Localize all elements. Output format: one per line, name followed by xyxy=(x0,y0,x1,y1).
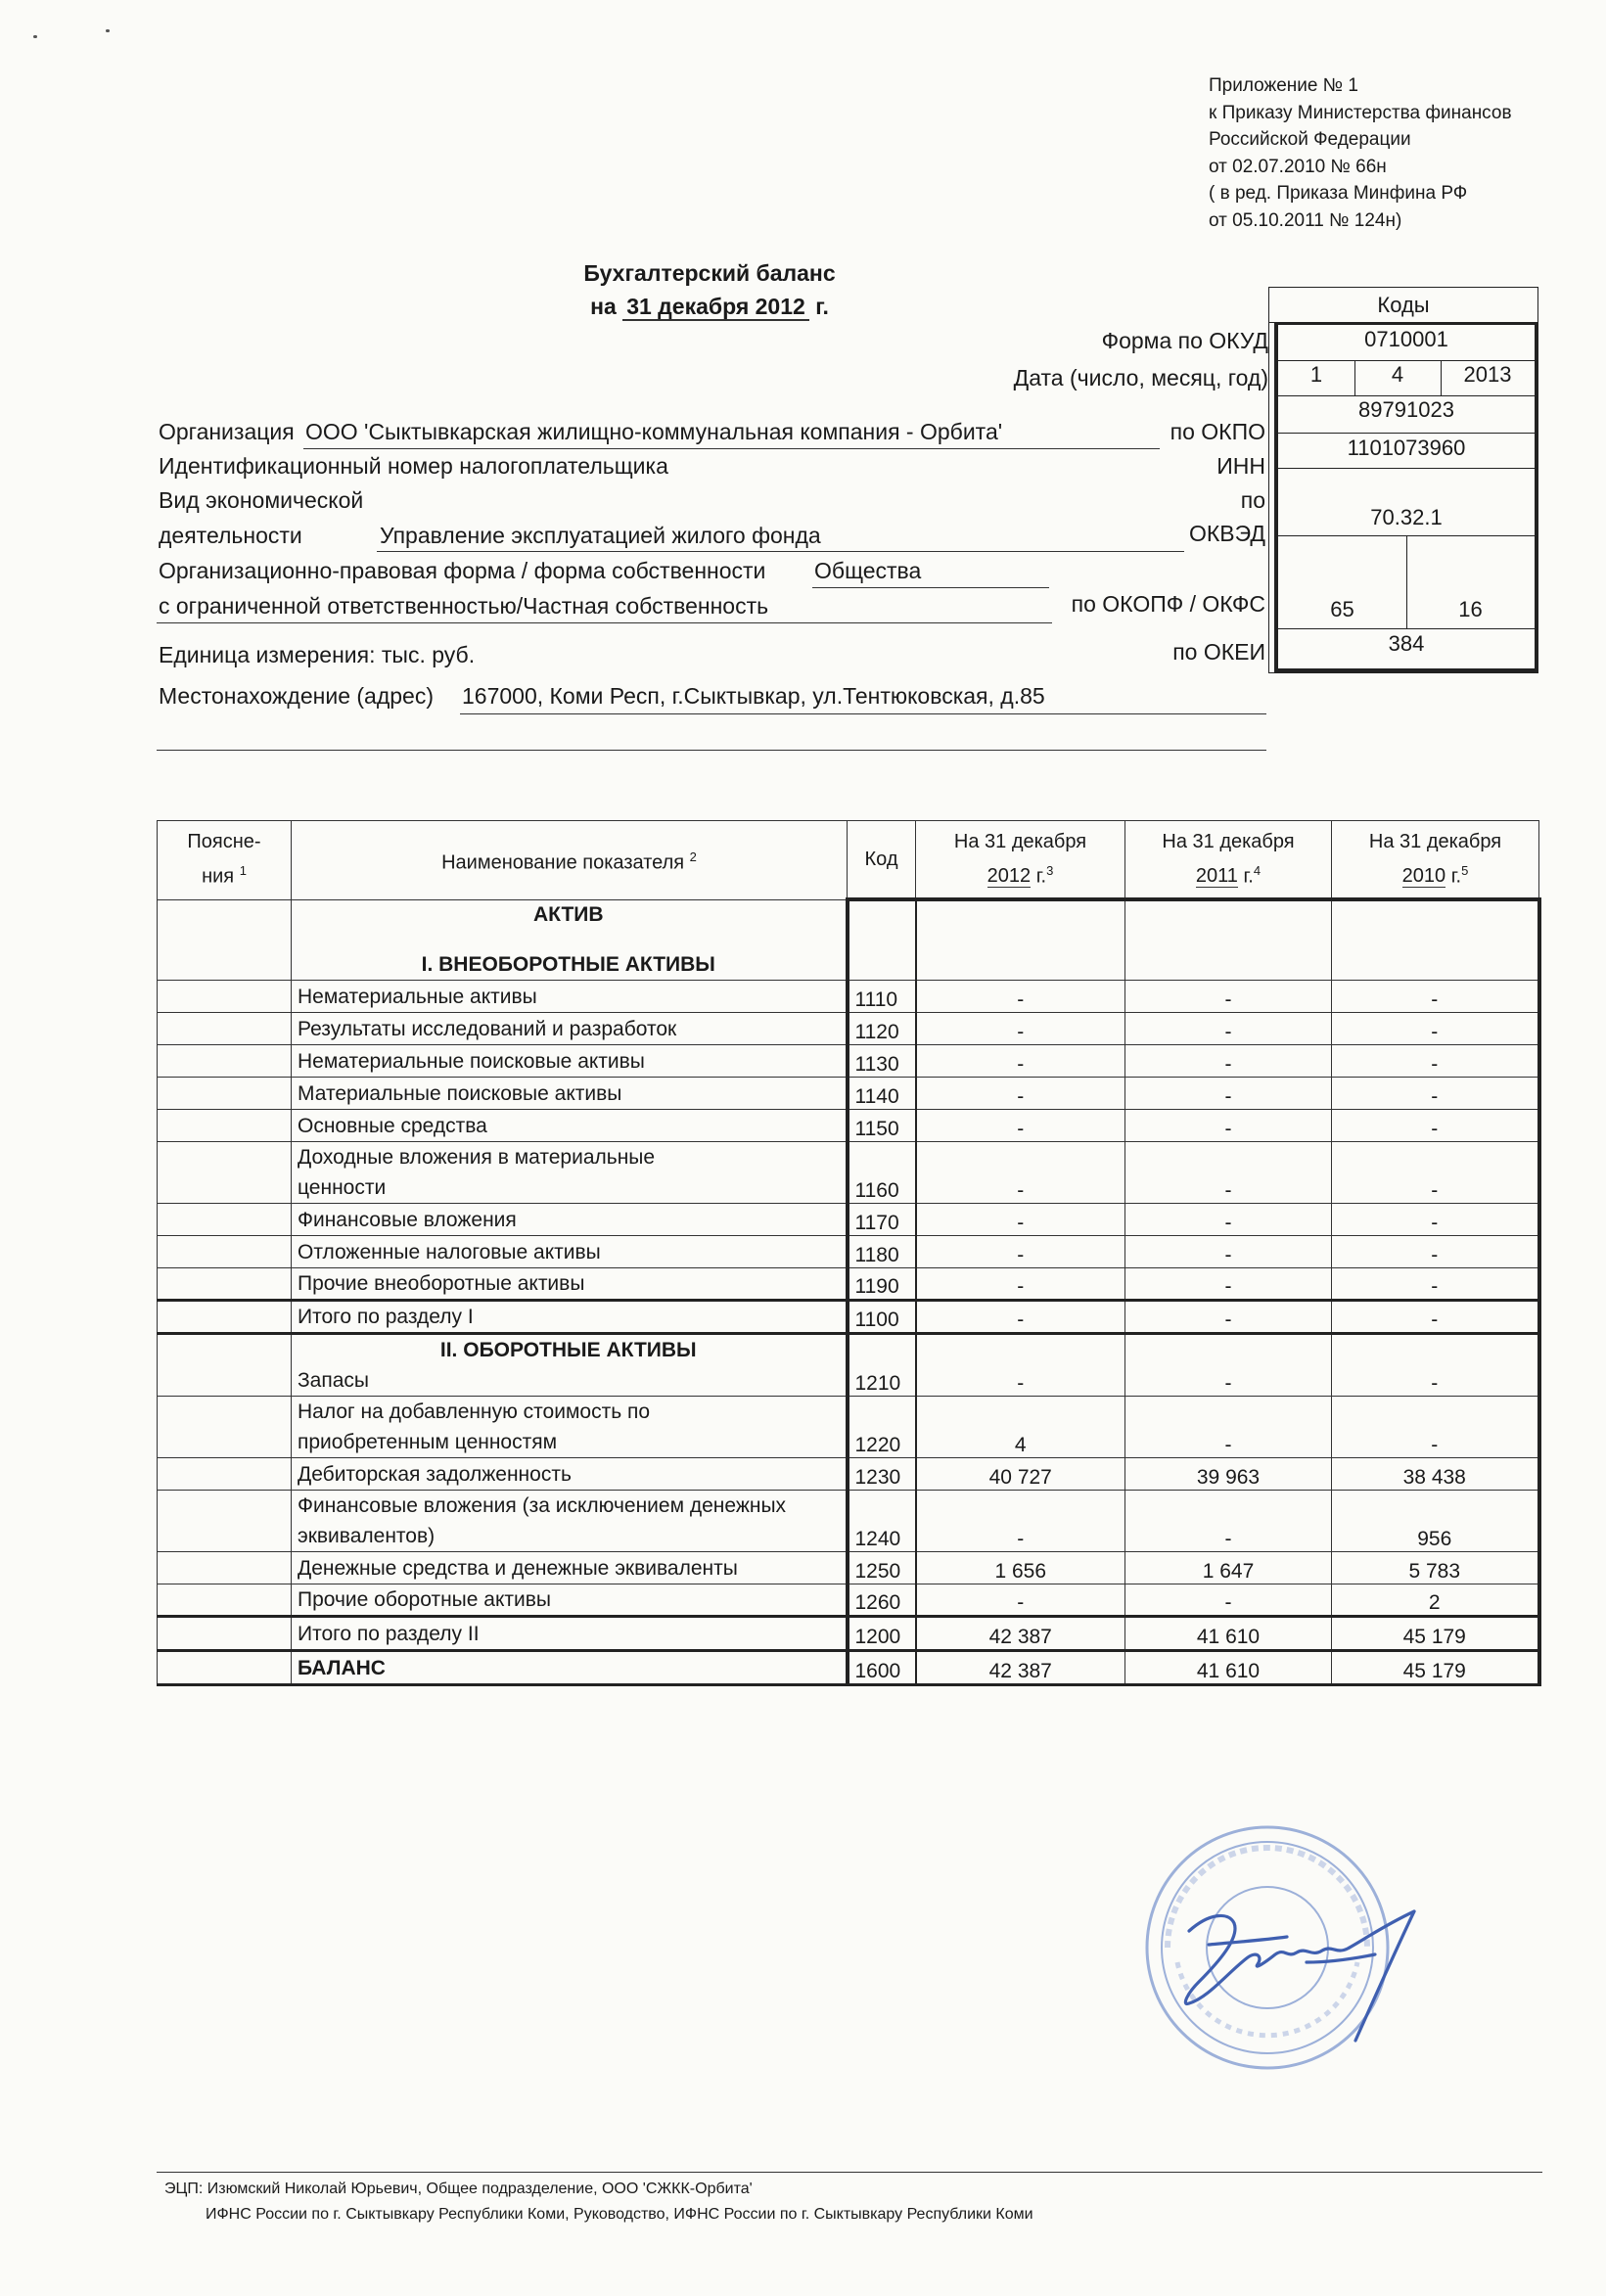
value-v2: - xyxy=(1125,1078,1332,1110)
line-code: 1100 xyxy=(848,1301,916,1334)
value-v1: 42 387 xyxy=(916,1651,1125,1685)
indicator-name: Нематериальные поисковые активы xyxy=(292,1045,848,1078)
value-v3: 2 xyxy=(1332,1584,1539,1617)
line-code: 1200 xyxy=(848,1617,916,1651)
title-suffix: г. xyxy=(815,294,829,319)
indicator-name: Результаты исследований и разработок xyxy=(292,1013,848,1045)
inn-full-label: Идентификационный номер налогоплательщика xyxy=(159,453,668,479)
value-v1: - xyxy=(916,1268,1125,1301)
line-code: 1130 xyxy=(848,1045,916,1078)
form-label: Организационно-правовая форма / форма собственности xyxy=(159,558,766,583)
value-v1: - xyxy=(916,1013,1125,1045)
codes-header: Коды xyxy=(1269,288,1537,323)
line-code: 1110 xyxy=(848,981,916,1013)
annex-line: Российской Федерации xyxy=(1209,129,1411,150)
value-v1: - xyxy=(916,1584,1125,1617)
indicator-name: II. ОБОРОТНЫЕ АКТИВЫ Запасы xyxy=(292,1334,848,1397)
address-underline xyxy=(460,713,1266,714)
org-name: ООО 'Сыктывкарская жилищно-коммунальная компания - Орбита' xyxy=(305,419,1003,444)
table-row xyxy=(158,1013,1539,1045)
value-v2: - xyxy=(1125,1397,1332,1458)
indicator-name: Налог на добавленную стоимость по приобретенным ценностям xyxy=(292,1397,848,1458)
indicator-name: Доходные вложения в материальные ценности xyxy=(292,1142,848,1204)
value-v1: - xyxy=(916,1204,1125,1236)
annex-line: от 05.10.2011 № 124н) xyxy=(1209,209,1402,231)
value-v3: - xyxy=(1332,1078,1539,1110)
okud-label: Форма по ОКУД xyxy=(1101,328,1268,353)
annex-line: от 02.07.2010 № 66н xyxy=(1209,156,1387,177)
value-v3: 38 438 xyxy=(1332,1458,1539,1491)
value-v1: 40 727 xyxy=(916,1458,1125,1491)
col-header-note: Поясне- ния $^1$ xyxy=(158,821,292,900)
note-cell xyxy=(158,1013,292,1045)
address-value: 167000, Коми Респ, г.Сыктывкар, ул.Тентюковская, д.85 xyxy=(462,683,1045,709)
value-v1: - xyxy=(916,1301,1125,1334)
section-1-title: I. ВНЕОБОРОТНЫЕ АКТИВЫ xyxy=(292,950,848,981)
indicator-name: Прочие оборотные активы xyxy=(292,1584,848,1617)
indicator-name: Финансовые вложения (за исключением денежных эквивалентов) xyxy=(292,1491,848,1552)
value-v3: - xyxy=(1332,1142,1539,1204)
annex-line: к Приказу Министерства финансов xyxy=(1209,102,1512,123)
table-row xyxy=(158,1045,1539,1078)
activity-label-top: Вид экономической xyxy=(159,487,364,513)
note-cell xyxy=(158,1458,292,1491)
table-row xyxy=(158,1334,1539,1397)
footer-signature-line: ЭЦП: Изюмский Николай Юрьевич, Общее подразделение, ООО 'СЖКК-Орбита' xyxy=(164,2181,753,2197)
section-header-row xyxy=(158,950,1539,981)
title-date-line xyxy=(514,290,905,323)
inn-label: ИНН xyxy=(1216,453,1265,479)
form-underline-2 xyxy=(157,622,1052,623)
table-row xyxy=(158,1552,1539,1584)
value-v2: - xyxy=(1125,1268,1332,1301)
balance-row xyxy=(158,1651,1539,1685)
okei-code: 384 xyxy=(1388,631,1425,656)
value-v1: - xyxy=(916,1491,1125,1552)
value-v3: - xyxy=(1332,1334,1539,1397)
col-header-2010: На 31 декабря 2010 г.$^5$ xyxy=(1332,821,1539,900)
okved-label: ОКВЭД xyxy=(1189,521,1265,546)
value-v2: - xyxy=(1125,981,1332,1013)
scan-speck xyxy=(33,35,37,38)
activity-label: деятельности xyxy=(159,523,302,548)
form-value-1: Общества xyxy=(814,558,922,583)
value-v1: - xyxy=(916,1110,1125,1142)
value-v3: - xyxy=(1332,1045,1539,1078)
table-row xyxy=(158,1268,1539,1301)
line-code: 1180 xyxy=(848,1236,916,1268)
indicator-name: Денежные средства и денежные эквиваленты xyxy=(292,1552,848,1584)
value-v2: - xyxy=(1125,1301,1332,1334)
stamp-signature xyxy=(1062,1815,1483,2099)
table-body xyxy=(158,899,1539,1685)
value-v2: - xyxy=(1125,1334,1332,1397)
value-v2: - xyxy=(1125,1045,1332,1078)
annex-reference xyxy=(1209,72,1512,234)
value-v3: - xyxy=(1332,1268,1539,1301)
value-v3: - xyxy=(1332,1013,1539,1045)
form-value-2: с ограниченной ответственностью/Частная собственность xyxy=(159,593,769,619)
okved-label-top: по xyxy=(1240,487,1265,513)
line-code: 1210 xyxy=(848,1334,916,1397)
activity-underline xyxy=(377,551,1184,552)
activity-value: Управление эксплуатацией жилого фонда xyxy=(380,523,821,548)
value-v3: - xyxy=(1332,1301,1539,1334)
title-date: 31 декабря 2012 xyxy=(622,294,809,321)
date-month: 4 xyxy=(1391,362,1404,387)
section-header-row xyxy=(158,899,1539,950)
note-cell xyxy=(158,1078,292,1110)
address-label: Местонахождение (адрес) xyxy=(159,683,434,709)
note-cell xyxy=(158,1142,292,1204)
org-label: Организация xyxy=(159,419,295,444)
table-row xyxy=(158,1078,1539,1110)
value-v3: 45 179 xyxy=(1332,1651,1539,1685)
indicator-name: Итого по разделу II xyxy=(292,1617,848,1651)
date-day: 1 xyxy=(1309,362,1323,387)
value-v1: 42 387 xyxy=(916,1617,1125,1651)
value-v1: - xyxy=(916,1334,1125,1397)
col-header-2012: На 31 декабря 2012 г.$^3$ xyxy=(916,821,1125,900)
table-row xyxy=(158,1491,1539,1552)
line-code: 1170 xyxy=(848,1204,916,1236)
note-cell xyxy=(158,1617,292,1651)
indicator-name: Итого по разделу I xyxy=(292,1301,848,1334)
line-code: 1240 xyxy=(848,1491,916,1552)
col-header-name: Наименование показателя $^2$ xyxy=(292,821,848,900)
value-v2: 1 647 xyxy=(1125,1552,1332,1584)
note-cell xyxy=(158,1552,292,1584)
value-v3: - xyxy=(1332,1204,1539,1236)
note-cell xyxy=(158,1045,292,1078)
value-v1: - xyxy=(916,981,1125,1013)
col-header-code: Код xyxy=(848,821,916,900)
table-row xyxy=(158,1236,1539,1268)
line-code: 1160 xyxy=(848,1142,916,1204)
annex-line: Приложение № 1 xyxy=(1209,75,1358,96)
table-row xyxy=(158,1458,1539,1491)
value-v2: - xyxy=(1125,1013,1332,1045)
okpo-label: по ОКПО xyxy=(1170,419,1265,444)
document-title xyxy=(514,256,905,323)
col-header-2011: На 31 декабря 2011 г.$^4$ xyxy=(1125,821,1332,900)
footer-divider xyxy=(157,2172,1542,2173)
value-v1: - xyxy=(916,1236,1125,1268)
value-v2: - xyxy=(1125,1110,1332,1142)
scan-speck xyxy=(106,29,110,32)
section-2-title: II. ОБОРОТНЫЕ АКТИВЫ xyxy=(439,1339,697,1361)
note-cell xyxy=(158,1236,292,1268)
value-v1: - xyxy=(916,1078,1125,1110)
value-v1: - xyxy=(916,1045,1125,1078)
date-year: 2013 xyxy=(1463,362,1512,387)
annex-line: ( в ред. Приказа Минфина РФ xyxy=(1209,183,1468,204)
value-v3: 956 xyxy=(1332,1491,1539,1552)
value-v3: - xyxy=(1332,1397,1539,1458)
indicator-name: Отложенные налоговые активы xyxy=(292,1236,848,1268)
okei-label: по ОКЕИ xyxy=(1172,639,1265,665)
indicator-name: Прочие внеоборотные активы xyxy=(292,1268,848,1301)
line-code: 1260 xyxy=(848,1584,916,1617)
note-cell xyxy=(158,1268,292,1301)
note-cell xyxy=(158,1584,292,1617)
line-code: 1140 xyxy=(848,1078,916,1110)
note-cell xyxy=(158,1651,292,1685)
value-v3: - xyxy=(1332,1236,1539,1268)
line-code: 1150 xyxy=(848,1110,916,1142)
indicator-name: Финансовые вложения xyxy=(292,1204,848,1236)
total-row xyxy=(158,1617,1539,1651)
note-cell xyxy=(158,1301,292,1334)
table-row xyxy=(158,1584,1539,1617)
table-row xyxy=(158,1142,1539,1204)
title-line: Бухгалтерский баланс xyxy=(583,260,836,286)
okpo-code: 89791023 xyxy=(1358,397,1454,422)
value-v3: - xyxy=(1332,1110,1539,1142)
value-v3: 5 783 xyxy=(1332,1552,1539,1584)
inn-code: 1101073960 xyxy=(1347,436,1466,460)
line-code: 1250 xyxy=(848,1552,916,1584)
okved-code: 70.32.1 xyxy=(1370,505,1443,529)
line-code: 1600 xyxy=(848,1651,916,1685)
date-label: Дата (число, месяц, год) xyxy=(1013,365,1268,390)
table-row xyxy=(158,1397,1539,1458)
note-cell xyxy=(158,981,292,1013)
line-code: 1230 xyxy=(848,1458,916,1491)
title-prefix: на xyxy=(590,294,617,319)
unit-label: Единица измерения: тыс. руб. xyxy=(159,642,476,667)
line-code: 1190 xyxy=(848,1268,916,1301)
address-underline-2 xyxy=(157,750,1266,751)
table-row xyxy=(158,981,1539,1013)
value-v2: - xyxy=(1125,1491,1332,1552)
value-v3: - xyxy=(1332,981,1539,1013)
okud-code: 0710001 xyxy=(1364,327,1448,351)
value-v1: - xyxy=(916,1142,1125,1204)
indicator-name: Материальные поисковые активы xyxy=(292,1078,848,1110)
table-header-row xyxy=(158,821,1539,900)
note-cell xyxy=(158,1491,292,1552)
note-cell xyxy=(158,1204,292,1236)
value-v1: 4 xyxy=(916,1397,1125,1458)
section-title xyxy=(292,899,848,950)
indicator-name: БАЛАНС xyxy=(292,1651,848,1685)
okopf-code: 65 xyxy=(1330,597,1354,621)
org-underline xyxy=(303,448,1160,449)
value-v2: - xyxy=(1125,1236,1332,1268)
total-row xyxy=(158,1301,1539,1334)
table-row xyxy=(158,1110,1539,1142)
aktiv-heading: АКТИВ xyxy=(532,902,604,926)
balance-table xyxy=(157,820,1541,1686)
line-code: 1220 xyxy=(848,1397,916,1458)
okfs-code: 16 xyxy=(1458,597,1483,621)
value-v2: - xyxy=(1125,1584,1332,1617)
note-cell xyxy=(158,1110,292,1142)
value-v3: 45 179 xyxy=(1332,1617,1539,1651)
indicator-name: Дебиторская задолженность xyxy=(292,1458,848,1491)
indicator-name: Основные средства xyxy=(292,1110,848,1142)
okopf-label: по ОКОПФ / ОКФС xyxy=(1071,591,1265,617)
table-row xyxy=(158,1204,1539,1236)
value-v2: - xyxy=(1125,1204,1332,1236)
codes-grid xyxy=(1274,322,1538,672)
indicator-name: Нематериальные активы xyxy=(292,981,848,1013)
note-cell xyxy=(158,1397,292,1458)
form-underline-1 xyxy=(812,587,1049,588)
value-v2: 41 610 xyxy=(1125,1617,1332,1651)
value-v2: 41 610 xyxy=(1125,1651,1332,1685)
value-v2: - xyxy=(1125,1142,1332,1204)
codes-box xyxy=(1268,287,1538,673)
value-v2: 39 963 xyxy=(1125,1458,1332,1491)
value-v1: 1 656 xyxy=(916,1552,1125,1584)
footer-authority-line: ИФНС России по г. Сыктывкару Республики Коми, Руководство, ИФНС России по г. Сыктывкару Республики Коми xyxy=(206,2206,1033,2223)
line-code: 1120 xyxy=(848,1013,916,1045)
